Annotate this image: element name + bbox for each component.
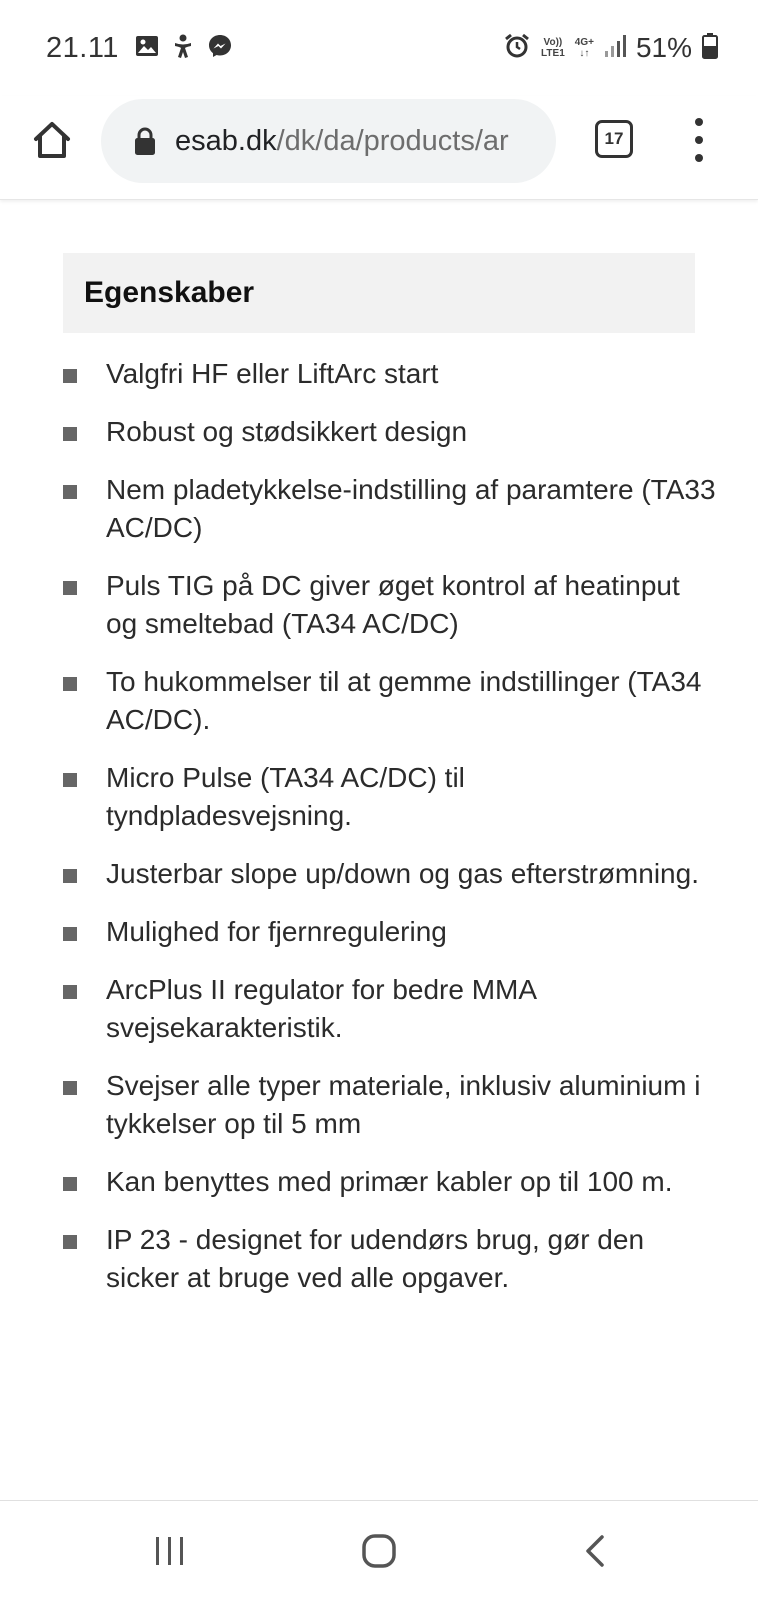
back-button[interactable] — [575, 1531, 615, 1571]
battery-percent: 51% — [635, 32, 692, 63]
list-item — [0, 971, 758, 1047]
status-bar — [0, 0, 758, 96]
list-item — [0, 855, 758, 893]
feature-text: To hukommelser til at gemme indstillinger (TA34 AC/DC). — [106, 666, 702, 735]
data-type-label: 4G+ — [574, 37, 594, 48]
signal-icon — [604, 34, 626, 63]
url-text — [175, 125, 509, 158]
feature-text: Micro Pulse (TA34 AC/DC) til tyndpladesvejsning. — [106, 762, 465, 831]
feature-text: Justerbar slope up/down og gas efterstrømning. — [106, 858, 699, 889]
browser-toolbar — [0, 96, 758, 200]
feature-list — [0, 355, 758, 1317]
bullet-icon — [63, 773, 77, 787]
url-bar[interactable] — [101, 99, 556, 183]
list-item — [0, 1163, 758, 1201]
system-status — [503, 32, 718, 65]
lte-label: LTE1 — [541, 48, 565, 59]
list-item — [0, 913, 758, 951]
recent-apps-icon — [153, 1535, 187, 1567]
section-header — [63, 253, 695, 333]
notification-icons — [135, 33, 233, 64]
bullet-icon — [63, 581, 77, 595]
feature-text: Svejser alle typer materiale, inklusiv aluminium i tykkelser op til 5 mm — [106, 1070, 701, 1139]
recent-apps-button[interactable] — [150, 1531, 190, 1571]
home-nav-button[interactable] — [359, 1531, 399, 1571]
alarm-icon — [503, 32, 531, 65]
url-path: /dk/da/products/ar — [276, 124, 509, 157]
bullet-icon — [63, 1235, 77, 1249]
data-type-indicator — [575, 37, 594, 59]
feature-text: Mulighed for fjernregulering — [106, 916, 447, 947]
list-item — [0, 759, 758, 835]
feature-text: IP 23 - designet for udendørs brug, gør den sicker at bruge ved alle opgaver. — [106, 1224, 645, 1293]
feature-text: Robust og stødsikkert design — [106, 416, 468, 447]
volte-label: Vo)) — [543, 37, 563, 48]
bullet-icon — [63, 677, 77, 691]
list-item — [0, 471, 758, 547]
bullet-icon — [63, 369, 77, 383]
back-icon — [583, 1534, 607, 1568]
section-title: Egenskaber — [84, 276, 255, 309]
bullet-icon — [63, 427, 77, 441]
menu-dot — [695, 136, 703, 144]
home-button[interactable] — [30, 118, 74, 162]
home-icon — [32, 121, 72, 159]
tab-count: 17 — [604, 129, 624, 148]
bullet-icon — [63, 869, 77, 883]
data-arrows-icon: ↓↑ — [579, 48, 590, 59]
volte-indicator — [541, 37, 565, 59]
list-item — [0, 567, 758, 643]
url-domain: esab.dk — [175, 124, 277, 157]
home-circle-icon — [361, 1533, 397, 1569]
feature-text: Valgfri HF eller LiftArc start — [106, 358, 439, 389]
list-item — [0, 663, 758, 739]
feature-text: ArcPlus II regulator for bedre MMA svejsekarakteristik. — [106, 974, 536, 1043]
battery-icon — [702, 33, 718, 64]
image-icon — [135, 35, 159, 62]
feature-text: Kan benyttes med primær kabler op til 100 m. — [106, 1166, 673, 1197]
bullet-icon — [63, 1081, 77, 1095]
status-time: 21.11 — [46, 31, 119, 64]
lock-icon — [133, 126, 157, 156]
list-item — [0, 1067, 758, 1143]
feature-text: Nem pladetykkelse-indstilling af paramtere (TA33 AC/DC) — [106, 474, 716, 543]
bullet-icon — [63, 985, 77, 999]
menu-dot — [695, 118, 703, 126]
system-nav-bar — [0, 1500, 758, 1600]
bullet-icon — [63, 485, 77, 499]
list-item — [0, 413, 758, 451]
bullet-icon — [63, 1177, 77, 1191]
tabs-button[interactable] — [595, 120, 633, 158]
accessibility-icon — [171, 33, 195, 64]
bullet-icon — [63, 927, 77, 941]
list-item — [0, 355, 758, 393]
more-vert-icon[interactable] — [683, 114, 715, 166]
feature-text: Puls TIG på DC giver øget kontrol af heatinput og smeltebad (TA34 AC/DC) — [106, 570, 680, 639]
menu-dot — [695, 154, 703, 162]
list-item — [0, 1221, 758, 1297]
messenger-icon — [207, 33, 233, 64]
